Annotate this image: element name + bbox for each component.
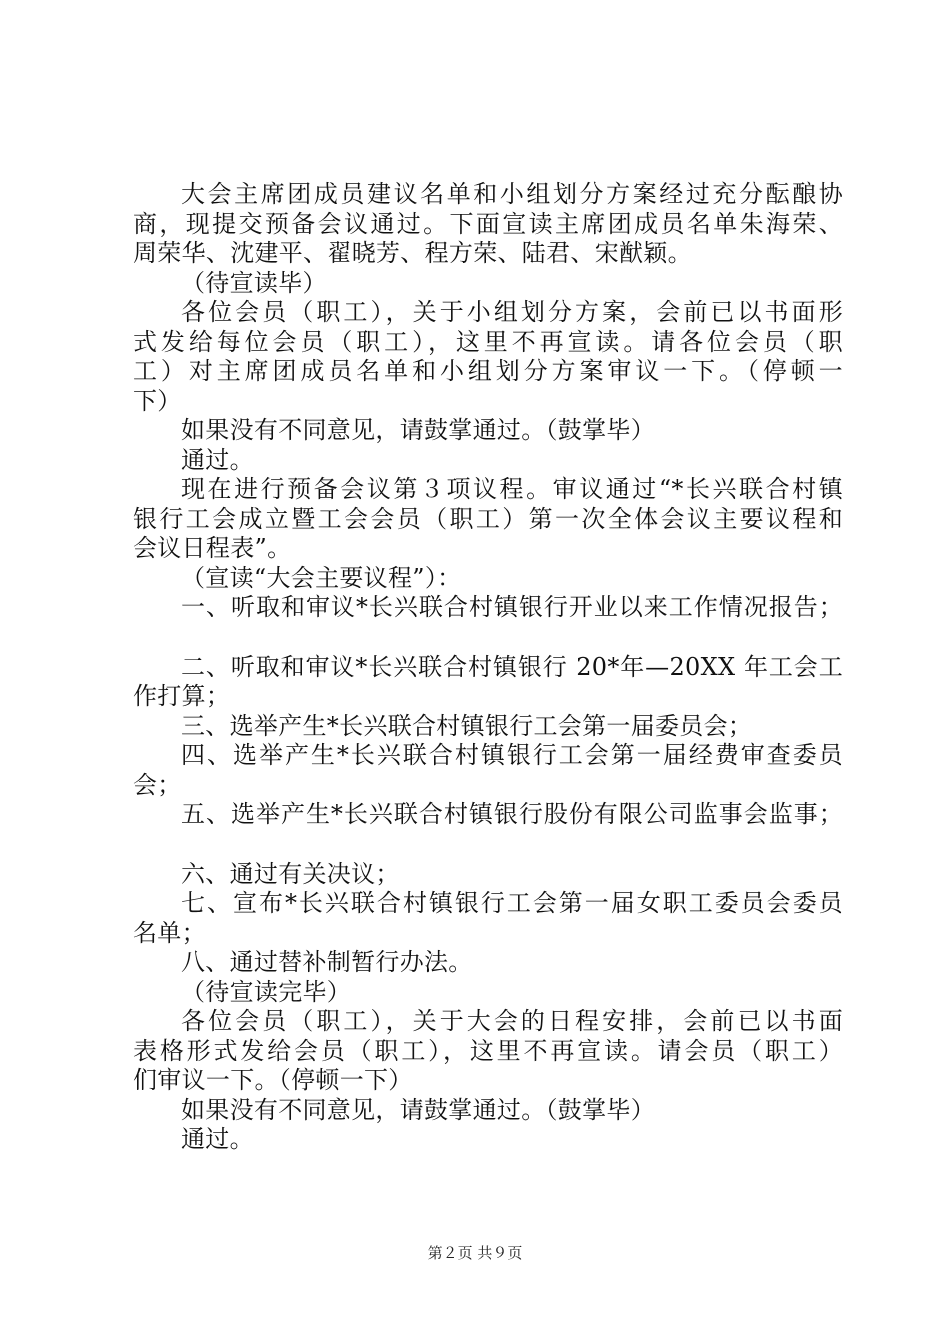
paragraph-line: 银行工会成立暨工会会员（职工）第一次全体会议主要议程和: [133, 504, 843, 533]
page-number-footer: 第２页 共９页: [427, 1244, 523, 1262]
paragraph-line: 式发给每位会员（职工），这里不再宣读。请各位会员（职: [133, 327, 843, 356]
paragraph-line: 如果没有不同意见，请鼓掌通过。（鼓掌毕）: [181, 1095, 655, 1124]
paragraph-line: 现在进行预备会议第３项议程。审议通过“*长兴联合村镇: [181, 475, 843, 503]
paragraph-line: 通过。: [181, 445, 254, 474]
paragraph-line: 会议日程表”。: [133, 534, 292, 562]
agenda-item: 会；: [133, 770, 182, 799]
paragraph-line: 如果没有不同意见，请鼓掌通过。（鼓掌毕）: [181, 416, 655, 444]
agenda-item: 八、通过替补制暂行办法。: [181, 948, 473, 976]
paragraph-line: 大会主席团成员建议名单和小组划分方案经过充分酝酿协: [181, 180, 843, 208]
paragraph-line: 商，现提交预备会议通过。下面宣读主席团成员名单朱海荣、: [133, 209, 843, 238]
paragraph-line: （宣读“大会主要议程”）：: [181, 563, 462, 592]
agenda-item: 七、宣布*长兴联合村镇银行工会第一届女职工委员会委员: [181, 889, 843, 917]
document-body: [133, 180, 843, 1155]
paragraph-line: （待宣读毕）: [181, 268, 327, 297]
paragraph-line: （待宣读完毕）: [181, 977, 352, 1006]
agenda-item: 作打算；: [133, 682, 231, 710]
paragraph-line: 们审议一下。（停顿一下）: [133, 1066, 413, 1094]
agenda-item: 二、听取和审议*长兴联合村镇银行 20*年—20XX 年工会工: [181, 652, 843, 681]
agenda-item: 三、选举产生*长兴联合村镇银行工会第一届委员会；: [181, 711, 753, 740]
paragraph-line: 下）: [133, 386, 182, 415]
agenda-item: 四、选举产生*长兴联合村镇银行工会第一届经费审查委员: [181, 741, 843, 769]
paragraph-line: 工）对主席团成员名单和小组划分方案审议一下。（停顿一: [133, 357, 843, 385]
agenda-item: 六、通过有关决议；: [181, 859, 400, 888]
agenda-item: 名单；: [133, 918, 206, 947]
paragraph-line: 周荣华、沈建平、翟晓芳、程方荣、陆君、宋猷颖。: [133, 239, 692, 267]
paragraph-line: 各位会员（职工），关于小组划分方案，会前已以书面形: [181, 298, 843, 326]
agenda-item: 一、听取和审议*长兴联合村镇银行开业以来工作情况报告；: [181, 593, 843, 621]
agenda-item: 五、选举产生*长兴联合村镇银行股份有限公司监事会监事；: [181, 800, 843, 828]
paragraph-line: 通过。: [181, 1125, 254, 1153]
paragraph-line: 表格形式发给会员（职工），这里不再宣读。请会员（职工）: [133, 1036, 843, 1065]
paragraph-line: 各位会员（职工），关于大会的日程安排，会前已以书面: [181, 1007, 843, 1035]
